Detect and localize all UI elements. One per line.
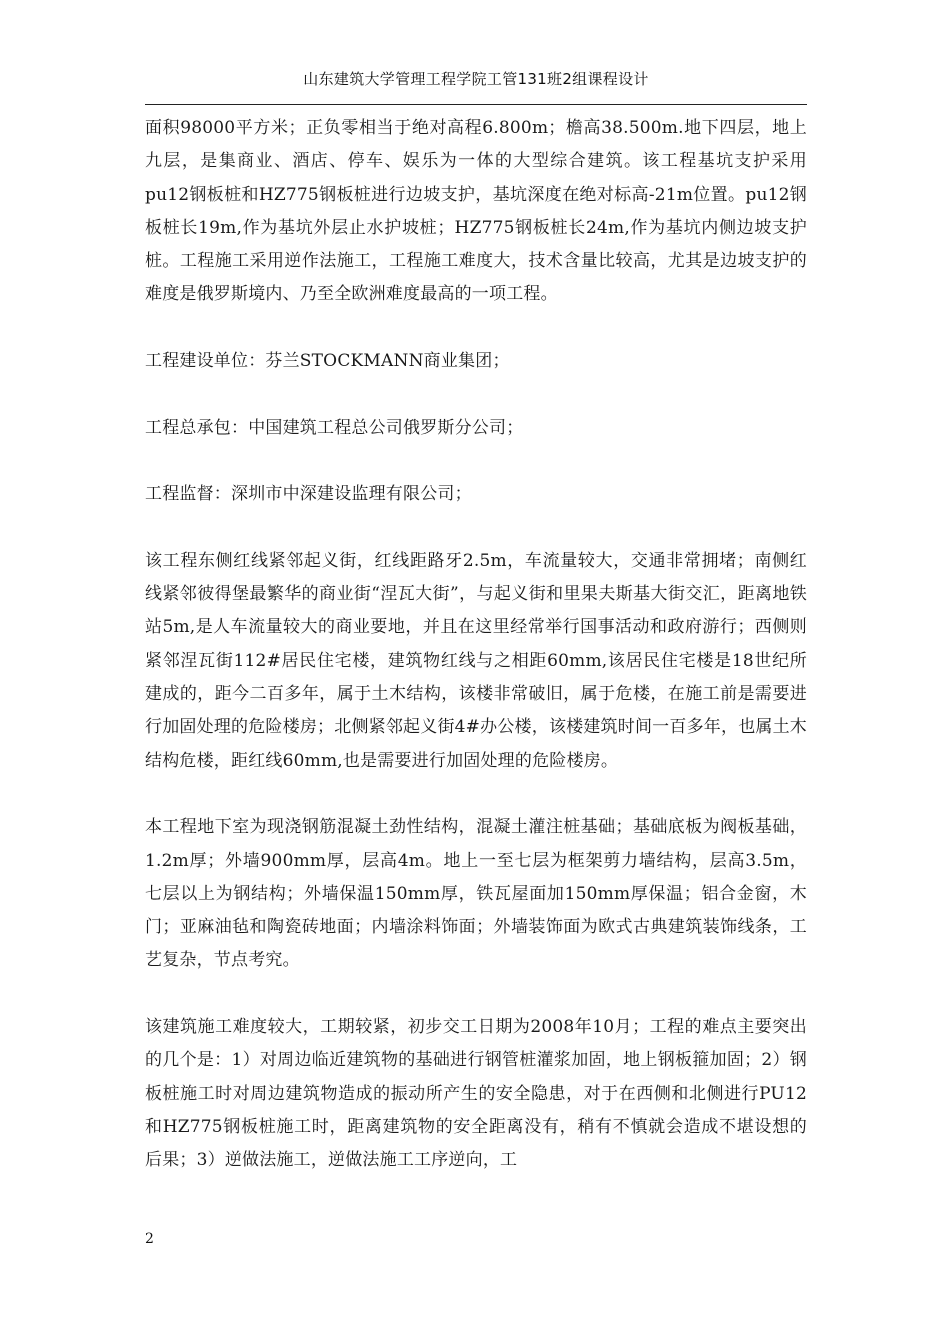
paragraph-supervision: 工程监督：深圳市中深建设监理有限公司； — [145, 484, 472, 505]
document-body — [145, 112, 807, 1178]
page-number: 2 — [145, 1231, 154, 1247]
paragraph-structure: 本工程地下室为现浇钢筋混凝土劲性结构，混凝土灌注桩基础；基础底板为阀板基础，1.2m厚；外墙900mm厚，层高4m。地上一至七层为框架剪力墙结构，层高3.5m，七层以上为钢结构；外墙保温150mm厚，铁瓦屋面加150mm厚保温；铝合金窗，木门；亚麻油毡和陶瓷砖地面；内墙涂料饰面；外墙装饰面为欧式古典建筑装饰线条，工艺复杂，节点考究。 — [145, 817, 807, 971]
header-divider — [145, 104, 807, 105]
paragraph-difficulties: 该建筑施工难度较大，工期较紧，初步交工日期为2008年10月；工程的难点主要突出的几个是：1）对周边临近建筑物的基础进行钢管桩灌浆加固，地上钢板箍加固；2）钢板桩施工时对周边建筑物造成的振动所产生的安全隐患，对于在西侧和北侧进行PU12和HZ775钢板桩施工时，距离建筑物的安全距离没有，稍有不慎就会造成不堪设想的后果；3）逆做法施工，逆做法施工工序逆向，工 — [145, 1017, 807, 1171]
paragraph-site-surroundings: 该工程东侧红线紧邻起义街，红线距路牙2.5m，车流量较大，交通非常拥堵；南侧红线紧邻彼得堡最繁华的商业街“涅瓦大街”，与起义街和里果夫斯基大街交汇，距离地铁站5m,是人车流量较大的商业要地，并且在这里经常举行国事活动和政府游行；西侧则紧邻涅瓦街112#居民住宅楼，建筑物红线与之相距60mm,该居民住宅楼是18世纪所建成的，距今二百多年，属于土木结构，该楼非常破旧，属于危楼，在施工前是需要进行加固处理的危险楼房；北侧紧邻起义街4#办公楼，该楼建筑时间一百多年，也属土木结构危楼，距红线60mm,也是需要进行加固处理的危险楼房。 — [145, 550, 807, 771]
paragraph-general-contractor: 工程总承包：中国建筑工程总公司俄罗斯分公司； — [145, 417, 524, 438]
paragraph-construction-unit: 工程建设单位：芬兰STOCKMANN商业集团； — [145, 351, 510, 372]
paragraph-project-overview: 面积98000平方米；正负零相当于绝对高程6.800m；檐高38.500m.地下四层，地上九层，是集商业、酒店、停车、娱乐为一体的大型综合建筑。该工程基坑支护采用pu12钢板桩和HZ775钢板桩进行边坡支护，基坑深度在绝对标高-21m位置。pu12钢板桩长19m,作为基坑外层止水护坡桩；HZ775钢板桩长24m,作为基坑内侧边坡支护桩。工程施工采用逆作法施工，工程施工难度大，技术含量比较高，尤其是边坡支护的难度是俄罗斯境内、乃至全欧洲难度最高的一项工程。 — [145, 118, 807, 305]
page-header: 山东建筑大学管理工程学院工管131班2组课程设计 — [303, 70, 649, 88]
